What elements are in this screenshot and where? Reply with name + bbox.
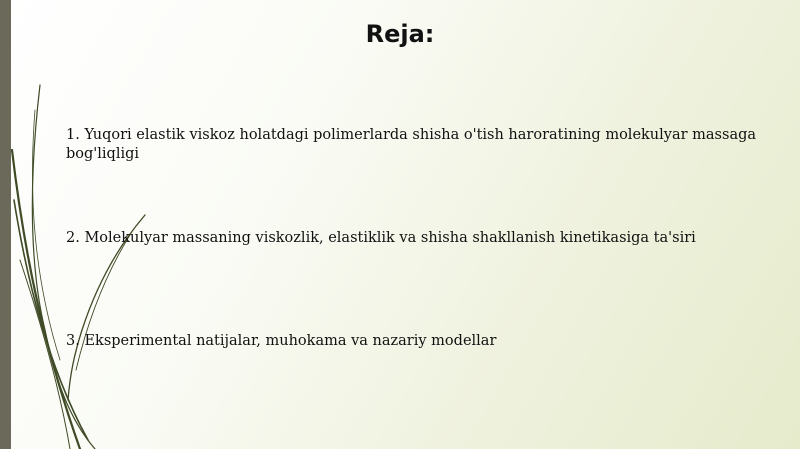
plan-item-2: 2. Molekulyar massaning viskozlik, elastiklik va shisha shakllanish kinetikasiga ta'siri [66, 230, 696, 246]
grass-stroke [20, 260, 70, 449]
grass-decoration [0, 0, 160, 449]
slide-title: Reja: [365, 20, 435, 48]
plan-item-3: 3. Eksperimental natijalar, muhokama va nazariy modellar [66, 333, 497, 349]
grass-stroke [32, 110, 60, 360]
plan-item-1: 1. Yuqori elastik viskoz holatdagi polimerlarda shisha o'tish haroratining molekulyar massaga bog'liqligi [66, 127, 757, 162]
